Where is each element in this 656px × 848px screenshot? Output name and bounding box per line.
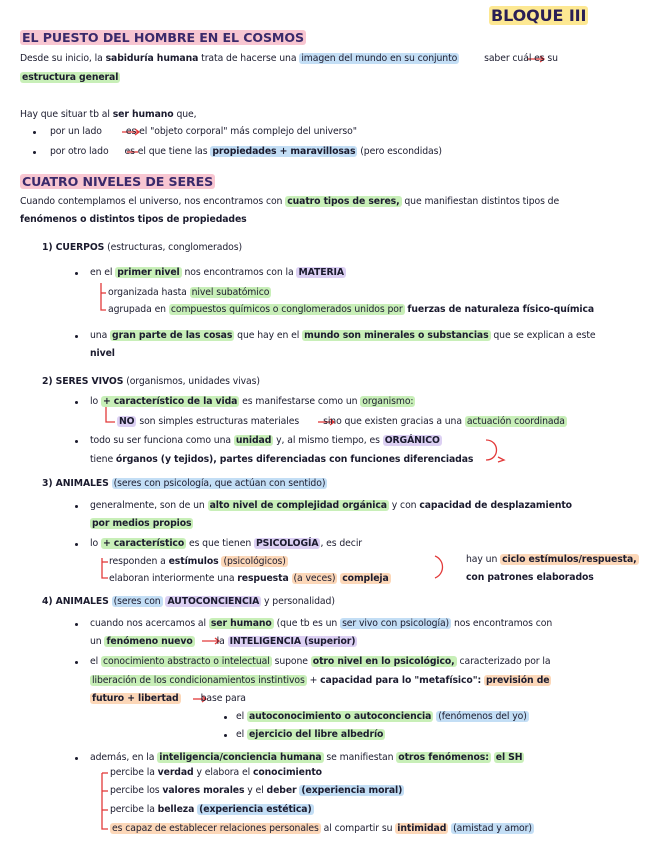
n4-sub-relaciones: es capaz de establecer relaciones personales al compartir su intimidad (amistad y amor)	[112, 823, 532, 834]
n4-sub-autoconciencia: el autoconocimiento o autoconciencia (fenómenos del yo)	[236, 711, 527, 722]
bullet	[33, 131, 36, 134]
situar-lead: Hay que situar tb al ser humano que,	[20, 109, 197, 120]
n2-bullet-2-line-1: todo su ser funciona como una unidad y, al mismo tiempo, es ORGÁNICO	[90, 435, 440, 446]
bullet	[75, 661, 78, 664]
n1-title: 1) CUERPOS (estructuras, conglomerados)	[42, 242, 243, 253]
n3-sub-1: responden a estímulos (psicológicos)	[109, 556, 286, 567]
n1-bullet-2-line-2: nivel	[90, 348, 115, 359]
n3-side-2: con patrones elaborados	[466, 572, 594, 583]
n1-sub-2: agrupada en compuestos químicos o conglomerados unidos por fuerzas de naturaleza físico-química	[108, 304, 595, 315]
situar-bullet-2: por otro lado es el que tiene las propiedades + maravillosas (pero escondidas)	[50, 146, 442, 157]
n1-bullet-2-line-1: una gran parte de las cosas que hay en el mundo son minerales o substancias que se explican a este	[90, 330, 596, 341]
n4-sub-moral: percibe los valores morales y el deber (experiencia moral)	[110, 785, 403, 796]
n2-sub-1: NO son simples estructuras materiales sino que existen gracias a una actuación coordinada	[119, 416, 565, 427]
n3-bullet-2: lo + característico es que tienen PSICOLOGÍA , es decir	[90, 538, 363, 549]
n4-bullet-3: además, en la inteligencia/conciencia humana se manifiestan otros fenómenos: el SH	[90, 752, 523, 763]
n2-title: 2) SERES VIVOS (organismos, unidades vivas)	[42, 376, 260, 387]
bullet	[224, 734, 227, 737]
page-title: EL PUESTO DEL HOMBRE EN EL COSMOS	[22, 30, 304, 45]
n2-bullet-1: lo + característico de la vida es manifestarse como un organismo:	[90, 396, 414, 407]
bullet	[75, 335, 78, 338]
bullet	[75, 757, 78, 760]
n1-sub-1: organizada hasta nivel subatómico	[108, 287, 270, 298]
n4-bullet-2-line-1: el conocimiento abstracto o intelectual supone otro nivel en lo psicológico, caracterizado por la	[90, 656, 551, 667]
cuatro-para-2: fenómenos o distintos tipos de propiedades	[20, 214, 247, 225]
bullet	[75, 440, 78, 443]
n3-bullet-1-line-1: generalmente, son de un alto nivel de complejidad orgánica y con capacidad de desplazamiento	[90, 500, 572, 511]
n4-bullet-2-line-3: futuro + libertad base para	[92, 693, 246, 704]
n4-sub-belleza: percibe la belleza (experiencia estética)	[110, 804, 312, 815]
n3-title: 3) ANIMALES (seres con psicología, que actúan con sentido)	[42, 478, 326, 489]
bullet	[224, 716, 227, 719]
bullet	[33, 151, 36, 154]
cuatro-heading: CUATRO NIVELES DE SERES	[22, 174, 214, 189]
n4-sub-albedrio: el ejercicio del libre albedrío	[236, 729, 384, 740]
cuatro-para-1: Cuando contemplamos el universo, nos encontramos con cuatro tipos de seres, que manifiestan distintos tipos de	[20, 196, 560, 207]
n1-bullet-1: en el primer nivel nos encontramos con la MATERIA	[90, 267, 345, 278]
bullet	[75, 623, 78, 626]
n3-bullet-1-line-2: por medios propios	[92, 518, 192, 529]
bullet	[75, 401, 78, 404]
n3-sub-2: elaboran interiormente una respuesta (a veces) compleja	[109, 573, 389, 584]
bullet	[75, 543, 78, 546]
intro-line-2: estructura general	[22, 72, 119, 83]
n2-bullet-2-line-2: tiene órganos (y tejidos), partes diferenciadas con funciones diferenciadas	[90, 454, 474, 465]
bullet	[75, 272, 78, 275]
n4-bullet-1-line-2: un fenómeno nuevo la INTELIGENCIA (superior)	[90, 636, 356, 647]
bullet	[75, 505, 78, 508]
intro-line-1: Desde su inicio, la sabiduría humana trata de hacerse una imagen del mundo en su conjunto saber cuál es su	[20, 53, 558, 64]
n4-bullet-1-line-1: cuando nos acercamos al ser humano (que tb es un ser vivo con psicología) nos encontramos con	[90, 618, 553, 629]
n4-title: 4) ANIMALES (seres con AUTOCONCIENCIA y personalidad)	[42, 596, 335, 607]
situar-bullet-1: por un lado es el "objeto corporal" más complejo del universo"	[50, 126, 357, 137]
n4-sub-verdad: percibe la verdad y elabora el conocimiento	[110, 767, 322, 778]
n3-side-1: hay un ciclo estímulos/respuesta,	[466, 554, 637, 565]
n4-bullet-2-line-2: liberación de los condicionamientos instintivos + capacidad para lo "metafísico": previsión de	[92, 675, 550, 686]
bloque-title: BLOQUE III	[491, 6, 587, 25]
